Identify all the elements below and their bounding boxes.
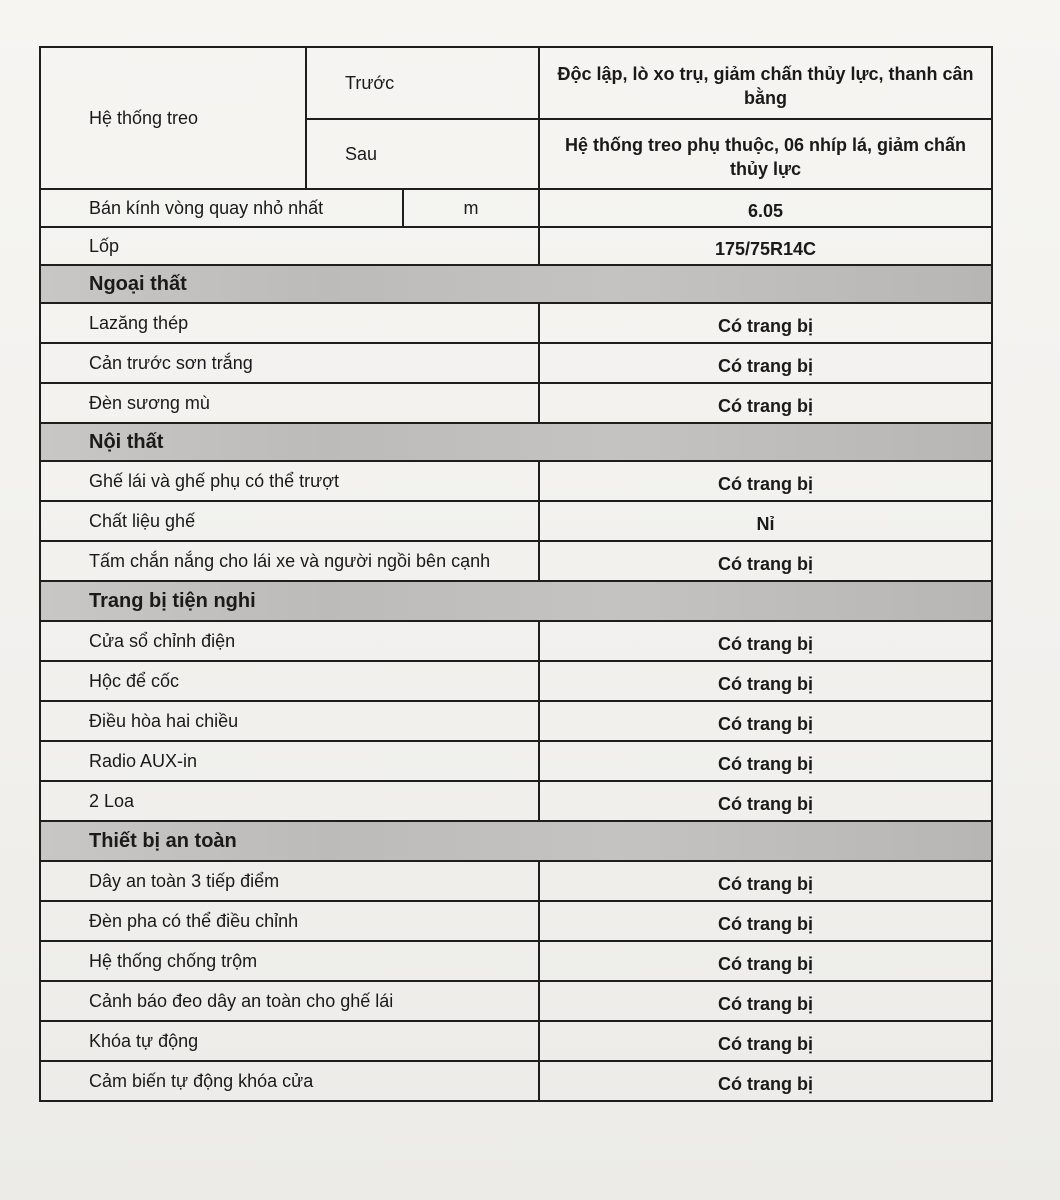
row-label: Chất liệu ghế: [40, 501, 539, 541]
row-label: Hộc để cốc: [40, 661, 539, 701]
table-row: [40, 661, 992, 701]
table-row: [40, 1061, 992, 1101]
turning-radius-label: Bán kính vòng quay nhỏ nhất: [40, 189, 403, 227]
row-label: Đèn sương mù: [40, 383, 539, 423]
row-label: Ghế lái và ghế phụ có thể trượt: [40, 461, 539, 501]
suspension-front-label: Trước: [306, 47, 539, 119]
turning-radius-value: 6.05: [539, 189, 992, 227]
row-label: Cảm biến tự động khóa cửa: [40, 1061, 539, 1101]
row-label: Điều hòa hai chiều: [40, 701, 539, 741]
row-label: Khóa tự động: [40, 1021, 539, 1061]
table-row: [40, 901, 992, 941]
table-row: [40, 741, 992, 781]
turning-radius-unit: m: [403, 189, 539, 227]
section-header: [40, 581, 992, 621]
section-header: [40, 265, 992, 303]
row-value: Có trang bị: [539, 661, 992, 701]
row-label: Lazăng thép: [40, 303, 539, 343]
suspension-front-value: Độc lập, lò xo trụ, giảm chấn thủy lực, thanh cân bằng: [539, 47, 992, 119]
table-row: [40, 303, 992, 343]
row-value: Có trang bị: [539, 701, 992, 741]
spec-table: [39, 46, 993, 1102]
tire-label: Lốp: [40, 227, 539, 265]
suspension-rear-value: Hệ thống treo phụ thuộc, 06 nhíp lá, giảm chấn thủy lực: [539, 119, 992, 189]
turning-radius-row: [40, 189, 992, 227]
table-row: [40, 541, 992, 581]
suspension-rear-label: Sau: [306, 119, 539, 189]
table-row: [40, 461, 992, 501]
row-value: Có trang bị: [539, 741, 992, 781]
row-value: Có trang bị: [539, 383, 992, 423]
suspension-label: Hệ thống treo: [40, 47, 306, 189]
row-value: Có trang bị: [539, 621, 992, 661]
table-row: [40, 383, 992, 423]
table-row: [40, 981, 992, 1021]
tire-value: 175/75R14C: [539, 227, 992, 265]
table-row: [40, 861, 992, 901]
row-value: Có trang bị: [539, 541, 992, 581]
row-label: Cửa sổ chỉnh điện: [40, 621, 539, 661]
row-value: Có trang bị: [539, 1021, 992, 1061]
table-row: [40, 501, 992, 541]
tire-row: [40, 227, 992, 265]
row-label: Dây an toàn 3 tiếp điểm: [40, 861, 539, 901]
table-row: [40, 1021, 992, 1061]
row-value: Có trang bị: [539, 343, 992, 383]
row-label: 2 Loa: [40, 781, 539, 821]
row-label: Hệ thống chống trộm: [40, 941, 539, 981]
row-value: Có trang bị: [539, 901, 992, 941]
row-value: Có trang bị: [539, 781, 992, 821]
row-value: Có trang bị: [539, 861, 992, 901]
row-label: Cản trước sơn trắng: [40, 343, 539, 383]
section-title: Trang bị tiện nghi: [40, 581, 992, 621]
row-value: Nỉ: [539, 501, 992, 541]
table-row: [40, 781, 992, 821]
row-value: Có trang bị: [539, 461, 992, 501]
section-header: [40, 423, 992, 461]
table-row: [40, 621, 992, 661]
row-value: Có trang bị: [539, 981, 992, 1021]
row-value: Có trang bị: [539, 1061, 992, 1101]
table-row: [40, 343, 992, 383]
row-value: Có trang bị: [539, 941, 992, 981]
row-label: Radio AUX-in: [40, 741, 539, 781]
section-title: Nội thất: [40, 423, 992, 461]
row-label: Tấm chắn nắng cho lái xe và người ngồi bên cạnh: [40, 541, 539, 581]
section-header: [40, 821, 992, 861]
row-value: Có trang bị: [539, 303, 992, 343]
section-title: Thiết bị an toàn: [40, 821, 992, 861]
row-label: Đèn pha có thể điều chỉnh: [40, 901, 539, 941]
suspension-front-row: [40, 47, 992, 119]
table-row: [40, 941, 992, 981]
section-title: Ngoại thất: [40, 265, 992, 303]
table-row: [40, 701, 992, 741]
row-label: Cảnh báo đeo dây an toàn cho ghế lái: [40, 981, 539, 1021]
